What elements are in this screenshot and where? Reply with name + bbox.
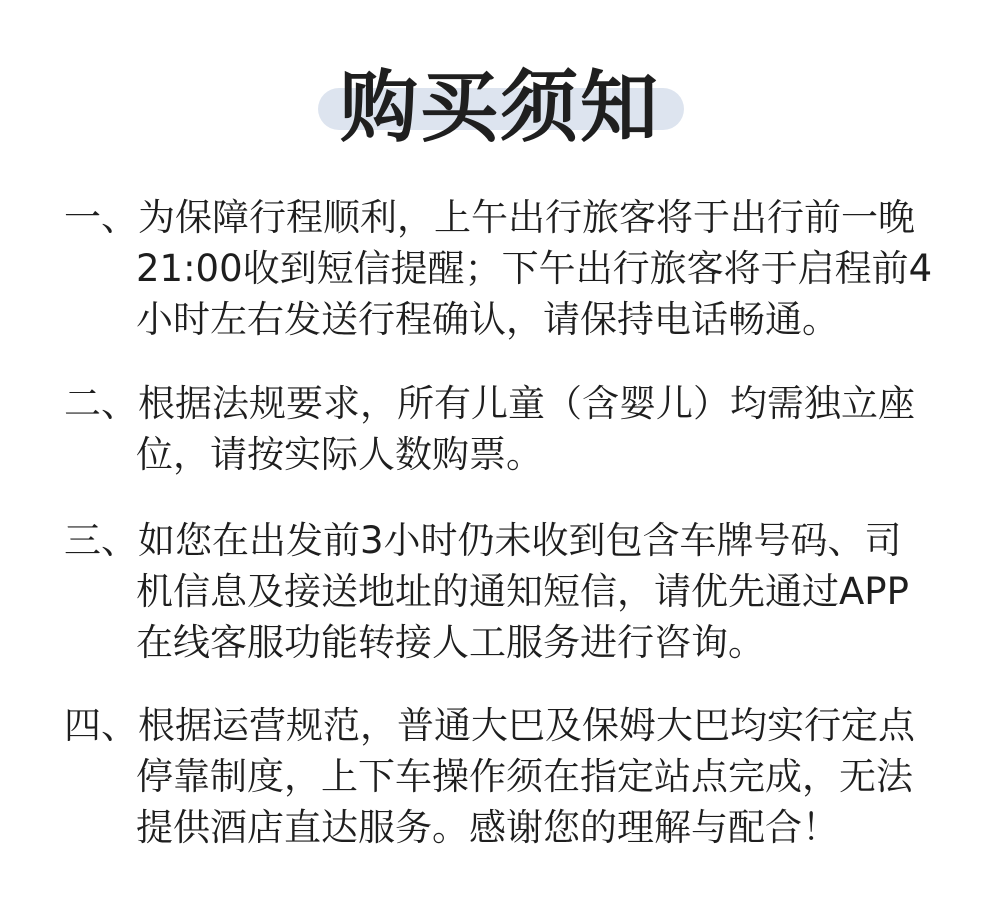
- notice-item-4: [64, 700, 944, 853]
- notice-item-2: [64, 378, 944, 480]
- notice-item-1: [64, 192, 944, 345]
- notice-line: 提供酒店直达服务。感谢您的理解与配合！: [136, 806, 839, 849]
- notice-line: 机信息及接送地址的通知短信，请优先通过APP: [136, 570, 909, 613]
- notice-line: 一、为保障行程顺利，上午出行旅客将于出行前一晚: [64, 196, 915, 239]
- page-title: 购买须知: [339, 63, 660, 153]
- title-block: [0, 58, 1000, 158]
- notice-line: 停靠制度，上下车操作须在指定站点完成，无法: [136, 755, 913, 798]
- notice-line: 二、根据法规要求，所有儿童（含婴儿）均需独立座: [64, 382, 915, 425]
- notice-line: 小时左右发送行程确认，请保持电话畅通。: [136, 298, 839, 341]
- notice-line: 三、如您在出发前3小时仍未收到包含车牌号码、司: [64, 519, 902, 562]
- notice-line: 21:00收到短信提醒；下午出行旅客将于启程前4: [136, 247, 933, 290]
- notice-item-3: [64, 515, 944, 668]
- notice-line: 四、根据运营规范，普通大巴及保姆大巴均实行定点: [64, 704, 915, 747]
- notice-line: 位，请按实际人数购票。: [136, 433, 543, 476]
- notice-line: 在线客服功能转接人工服务进行咨询。: [136, 621, 765, 664]
